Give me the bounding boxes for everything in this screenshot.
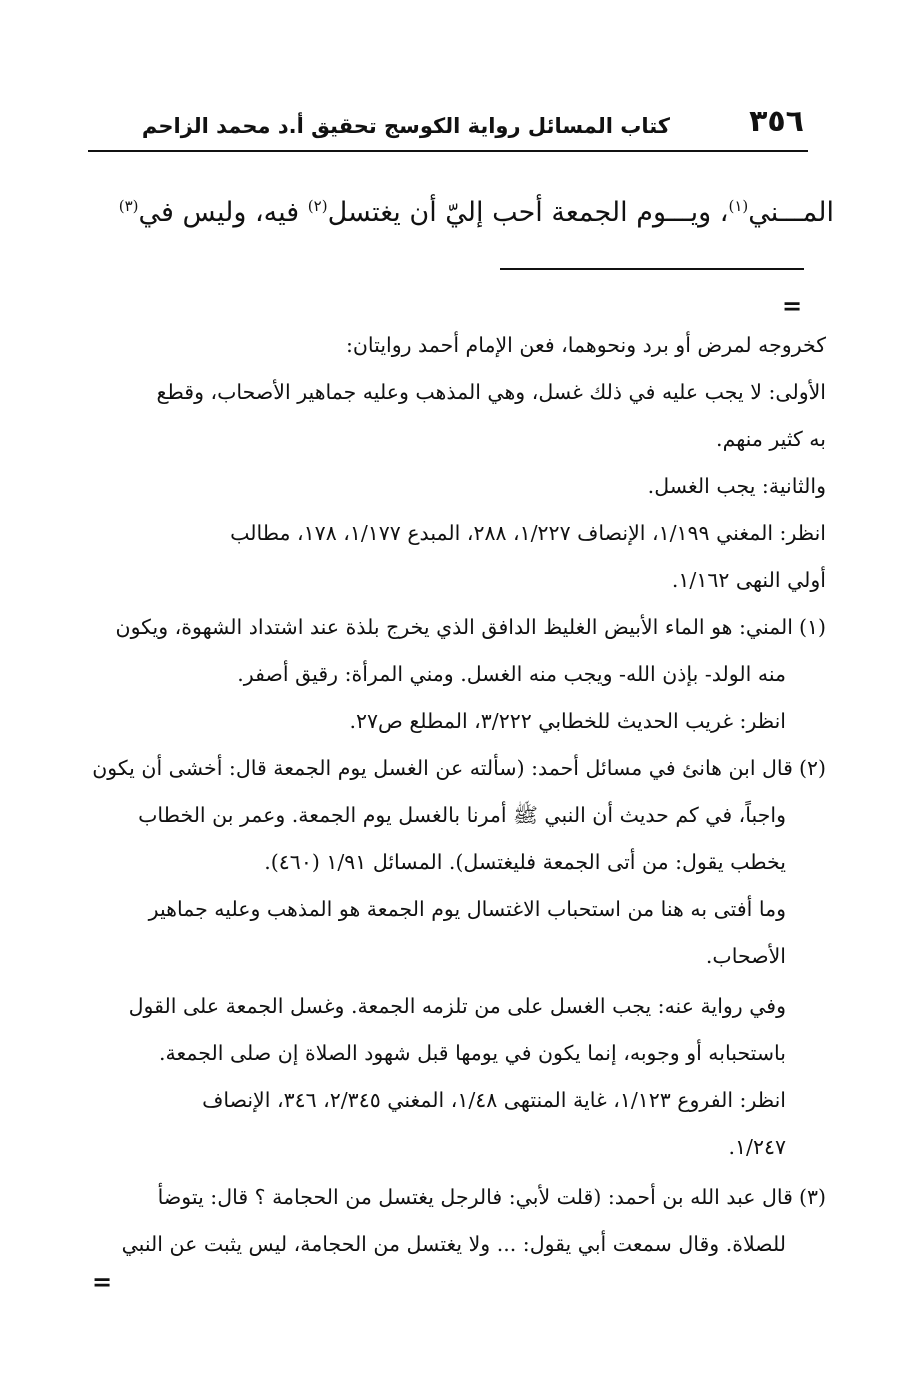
page-number: ٣٥٦ (749, 104, 804, 139)
footnote-line: الأولى: لا يجب عليه في ذلك غسل، وهي المذهب وعليه جماهير الأصحاب، وقطع (156, 380, 826, 404)
footnote-line: وما أفتى به هنا من استحباب الاغتسال يوم الجمعة هو المذهب وعليه جماهير (148, 897, 786, 921)
footnote-ref: (١) (728, 197, 749, 215)
main-text-part: المـــني (748, 197, 834, 228)
footnote-line: والثانية: يجب الغسل. (647, 474, 826, 498)
footnote-1 (108, 604, 826, 651)
footnote-line: أولي النهى ١/١٦٢. (671, 568, 826, 592)
footnote-number: (٣) (798, 1185, 826, 1209)
footnote-number: (١) (798, 615, 826, 639)
footnote-line: الأصحاب. (705, 944, 786, 968)
footnote-2 (92, 745, 826, 792)
footnote-ref: (٢) (307, 197, 328, 215)
footnotes (92, 322, 826, 1268)
footnote-line: واجباً، في كم حديث أن النبي ﷺ أمرنا بالغسل يوم الجمعة. وعمر بن الخطاب (138, 803, 786, 827)
footnote-line: للصلاة. وقال سمعت أبي يقول: ... ولا يغتسل من الحجامة، ليس يثبت عن النبي (121, 1232, 786, 1256)
footnote-line: به كثير منهم. (716, 427, 826, 451)
footnote-text: قال ابن هانئ في مسائل أحمد: (سألته عن الغسل يوم الجمعة قال: أخشى أن يكون (92, 756, 793, 780)
footnote-line: يخطب يقول: من أتى الجمعة فليغتسل). المسائل ١/٩١ (٤٦٠). (264, 850, 786, 874)
footnote-line: كخروجه لمرض أو برد ونحوهما، فعن الإمام أحمد روايتان: (345, 333, 826, 357)
main-text (114, 185, 834, 241)
footnote-line: باستحبابه أو وجوبه، إنما يكون في يومها قبل شهود الصلاة إن صلى الجمعة. (159, 1041, 786, 1065)
footnote-number: (٢) (798, 756, 826, 780)
footnote-line: انظر: الفروع ١/١٢٣، غاية المنتهى ١/٤٨، المغني ٢/٣٤٥، ٣٤٦، الإنصاف (202, 1088, 786, 1112)
running-title: كتاب المسائل رواية الكوسج تحقيق أ.د محمد الزاحم (141, 114, 670, 138)
continuation-mark: = (92, 1268, 113, 1296)
footnote-3 (108, 1174, 826, 1221)
continuation-mark: = (782, 292, 803, 320)
main-text-part: فيه، وليس في (138, 197, 308, 228)
footnote-separator (500, 268, 804, 270)
footnote-line: وفي رواية عنه: يجب الغسل على من تلزمه الجمعة. وغسل الجمعة على القول (128, 994, 786, 1018)
footnote-line: منه الولد- بإذن الله- ويجب منه الغسل. ومني المرأة: رقيق أصفر. (237, 662, 786, 686)
footnote-ref: (٣) (118, 197, 139, 215)
footnote-line: انظر: المغني ١/١٩٩، الإنصاف ١/٢٢٧، ٢٨٨، المبدع ١/١٧٧، ١٧٨، مطالب (230, 521, 826, 545)
footnote-text: قال عبد الله بن أحمد: (قلت لأبي: فالرجل يغتسل من الحجامة ؟ قال: يتوضأ (157, 1185, 793, 1209)
footnote-line: انظر: غريب الحديث للخطابي ٣/٢٢٢، المطلع ص٢٧. (349, 709, 786, 733)
footnote-line: ١/٢٤٧. (728, 1135, 786, 1159)
main-text-part: ، ويـــوم الجمعة أحب إليّ أن يغتسل (327, 197, 729, 228)
footnote-text: المني: هو الماء الأبيض الغليظ الدافق الذي يخرج بلذة عند اشتداد الشهوة، ويكون (115, 615, 793, 639)
page-header (88, 100, 808, 152)
